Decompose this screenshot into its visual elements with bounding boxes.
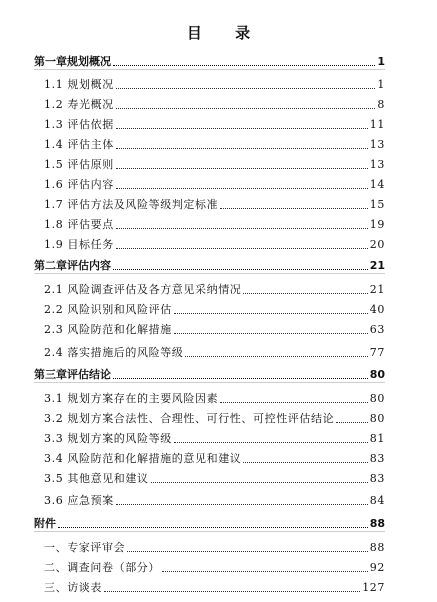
chapter-divider <box>34 531 385 532</box>
toc-item-label: 3.1 规划方案存在的主要风险因素 <box>44 392 219 405</box>
toc-item-label: 二、调查问卷（部分） <box>44 561 160 574</box>
toc-item-3-6[interactable] <box>44 490 385 508</box>
toc-item-label: 2.2 风险识别和风险评估 <box>44 303 172 316</box>
toc-item-label: 一、专家评审会 <box>44 541 126 554</box>
toc-page-number: 11 <box>369 118 385 131</box>
toc-item-1-6[interactable] <box>44 174 385 192</box>
toc-page-number: 63 <box>369 323 385 336</box>
toc-item-2-3[interactable] <box>44 319 385 337</box>
toc-page-number: 13 <box>369 158 385 171</box>
toc-item-label: 2.4 落实措施后的风险等级 <box>44 346 184 359</box>
toc-item-label: 三、访谈表 <box>44 581 102 594</box>
toc-item-1-8[interactable] <box>44 214 385 232</box>
dot-leader <box>162 568 368 572</box>
toc-item-label: 1.4 评估主体 <box>44 138 114 151</box>
toc-chapter-label: 第一章规划概况 <box>34 55 111 68</box>
dot-leader <box>151 479 368 483</box>
dot-leader <box>116 245 368 249</box>
toc-page-number: 88 <box>369 517 385 530</box>
toc-chapter-label: 第二章评估内容 <box>34 259 111 272</box>
toc-page-number: 80 <box>369 412 385 425</box>
dot-leader <box>116 225 368 229</box>
toc-item-3-4[interactable] <box>44 448 385 466</box>
dot-leader <box>116 85 376 89</box>
toc-item-label: 2.3 风险防范和化解措施 <box>44 323 172 336</box>
toc-item-1-4[interactable] <box>44 134 385 152</box>
toc-item-label: 1.2 寿光概况 <box>44 98 114 111</box>
toc-title: 目 录 <box>186 24 265 42</box>
toc-item-1-3[interactable] <box>44 114 385 132</box>
toc-chapter-1[interactable] <box>34 51 385 69</box>
chapter-divider <box>34 273 385 274</box>
toc-page-number: 1 <box>377 55 385 68</box>
dot-leader <box>174 439 368 443</box>
toc-page-number: 84 <box>369 494 385 507</box>
toc-page-number: 13 <box>369 138 385 151</box>
toc-item-label: 1.1 规划概况 <box>44 78 114 91</box>
dot-leader <box>220 205 368 209</box>
toc-item-label: 1.8 评估要点 <box>44 218 114 231</box>
toc-page-number: 83 <box>369 472 385 485</box>
toc-item-label: 2.1 风险调查评估及各方意见采纳情况 <box>44 283 242 296</box>
dot-leader <box>116 125 368 129</box>
toc-page-number: 19 <box>369 218 385 231</box>
toc-page-number: 1 <box>377 78 385 91</box>
dot-leader <box>113 266 368 270</box>
toc-item-3-5[interactable] <box>44 468 385 486</box>
chapter-divider <box>34 382 385 383</box>
toc-page-number: 80 <box>369 392 385 405</box>
dot-leader <box>104 588 360 592</box>
toc-page-number: 77 <box>369 346 385 359</box>
toc-page-number: 81 <box>369 432 385 445</box>
dot-leader <box>113 375 368 379</box>
toc-item-1-7[interactable] <box>44 194 385 212</box>
dot-leader <box>116 105 376 109</box>
toc-chapter-3[interactable] <box>34 364 385 382</box>
toc-page-number: 40 <box>369 303 385 316</box>
toc-appendix-item-2[interactable] <box>44 557 385 575</box>
toc-item-label: 3.6 应急预案 <box>44 494 114 507</box>
toc-item-3-1[interactable] <box>44 388 385 406</box>
toc-item-1-2[interactable] <box>44 94 385 112</box>
toc-item-2-1[interactable] <box>44 279 385 297</box>
toc-item-3-3[interactable] <box>44 428 385 446</box>
toc-item-label: 1.5 评估原则 <box>44 158 114 171</box>
dot-leader <box>336 419 368 423</box>
dot-leader <box>116 501 368 505</box>
dot-leader <box>116 145 368 149</box>
dot-leader <box>113 62 375 66</box>
dot-leader <box>116 165 368 169</box>
toc-item-label: 1.7 评估方法及风险等级判定标准 <box>44 198 219 211</box>
toc-item-label: 3.3 规划方案的风险等级 <box>44 432 172 445</box>
toc-chapter-2[interactable] <box>34 255 385 273</box>
toc-page-number: 14 <box>369 178 385 191</box>
toc-item-1-5[interactable] <box>44 154 385 172</box>
toc-item-label: 3.2 规划方案合法性、合理性、可行性、可控性评估结论 <box>44 412 335 425</box>
toc-page-number: 83 <box>369 452 385 465</box>
toc-page-number: 88 <box>369 541 385 554</box>
toc-page-number: 20 <box>369 238 385 251</box>
toc-item-label: 1.6 评估内容 <box>44 178 114 191</box>
toc-item-label: 3.5 其他意见和建议 <box>44 472 149 485</box>
toc-chapter-label: 附件 <box>34 517 56 530</box>
dot-leader <box>174 330 368 334</box>
toc-item-1-9[interactable] <box>44 234 385 252</box>
toc-appendix-item-3[interactable] <box>44 577 385 595</box>
toc-item-1-1[interactable] <box>44 74 385 92</box>
toc-appendix[interactable] <box>34 513 385 531</box>
toc-page-number: 127 <box>362 581 385 594</box>
toc-chapter-label: 第三章评估结论 <box>34 368 111 381</box>
toc-page-number: 80 <box>369 368 385 381</box>
toc-item-label: 3.4 风险防范和化解措施的意见和建议 <box>44 452 242 465</box>
dot-leader <box>220 399 368 403</box>
dot-leader <box>58 524 368 528</box>
dot-leader <box>185 353 367 357</box>
toc-item-3-2[interactable] <box>44 408 385 426</box>
toc-page-number: 8 <box>377 98 385 111</box>
chapter-divider <box>34 69 385 70</box>
toc-item-2-4[interactable] <box>44 342 385 360</box>
toc-page-number: 15 <box>369 198 385 211</box>
toc-item-label: 1.3 评估依据 <box>44 118 114 131</box>
toc-page-number: 21 <box>369 259 385 272</box>
dot-leader <box>116 185 368 189</box>
dot-leader <box>243 290 367 294</box>
toc-item-label: 1.9 目标任务 <box>44 238 114 251</box>
toc-item-2-2[interactable] <box>44 299 385 317</box>
dot-leader <box>243 459 367 463</box>
dot-leader <box>174 310 368 314</box>
toc-page-number: 92 <box>369 561 385 574</box>
dot-leader <box>127 548 368 552</box>
toc-page-number: 21 <box>369 283 385 296</box>
toc-appendix-item-1[interactable] <box>44 537 385 555</box>
